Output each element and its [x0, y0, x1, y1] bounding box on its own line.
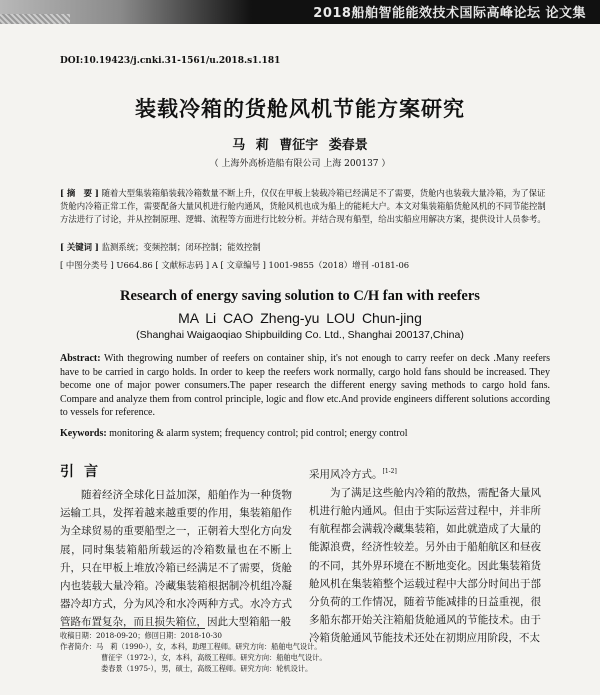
abstract-cn-label: [ 摘 要 ] [60, 188, 99, 198]
footnote-author-2: 曹征宇（1972-），女，本科，高级工程师。研究方向：船舶电气设计。 [101, 653, 327, 662]
keywords-cn [60, 241, 550, 253]
keywords-en-text: monitoring & alarm system; frequency control; pid control; energy control [106, 428, 408, 439]
abstract-cn [60, 187, 550, 227]
authors-cn: 马 莉 曹征宇 娄春景 [232, 138, 368, 153]
footnote-author-1: 作者简介：马 莉（1990-），女，本科，助理工程师。研究方向：船舶电气设计。 [60, 642, 322, 651]
classification-cn: [ 中图分类号 ] U664.86 [ 文献标志码 ] A [ 文章编号 ] 1001-9855（2018）增刊 -0181-06 [60, 260, 410, 270]
keywords-en-label: Keywords: [60, 428, 107, 439]
abstract-cn-text: 随着大型集装箱船装载冷箱数量不断上升，仅仅在甲板上装载冷箱已经满足不了需要，货舱内也装载大量冷箱，为了保证货舱内冷箱正常工作，需要配备大量风机进行舱内通风，货舱风机也成为船上的能耗大户。本文对集装箱船货舱风机的不同节能控制方法进行了讨论，并从控制原理、逻辑、流程等方面进行比较分析。并结合现有船型，给出实船应用解决方案，提供设计人员参考。 [60, 188, 546, 225]
authors-en: MA Li CAO Zheng-yu LOU Chun-jing [178, 310, 422, 326]
affiliation-en: (Shanghai Waigaoqiao Shipbuilding Co. Ltd., Shanghai 200137,China) [136, 329, 464, 341]
abstract-en-text: With thegrowing number of reefers on container ship, it's not enough to carry reefer on deck .Many reefers have to be carried in cargo holds. In order to keep the reefers work normally, cargo hold fans should be increased. They become one of major power consumers.The paper research the different energy saving methods to cargo hold fans. Compare and analyze them from control principle, logic and flow etc.And provide engineers different solutions according to vessels for reference. [60, 353, 550, 418]
continued-text: 采用风冷方式。 [309, 468, 383, 481]
body-column-left [60, 486, 292, 632]
section-heading-part1: 引 [60, 464, 84, 480]
header-decoration [0, 14, 70, 24]
paper-title-en: Research of energy saving solution to C/H fan with reefers [120, 288, 480, 304]
citation: [1-2] [382, 468, 397, 475]
paper-title-cn: 装载冷箱的货舱风机节能方案研究 [135, 97, 465, 121]
doi: DOI:10.19423/j.cnki.31-1561/u.2018.s1.181 [60, 56, 281, 66]
keywords-cn-label: [ 关键词 ] [60, 242, 99, 252]
affiliation-cn: （ 上海外高桥造船有限公司 上海 200137 ） [209, 159, 391, 169]
body-paragraph: 随着经济全球化日益加深，船舶作为一种货物运输工具，发挥着越来越重要的作用，集装箱船作为全球贸易的重要船型之一，正朝着大型化方向发展，同时集装箱船所载运的冷箱数量也在不断上升，只在甲板上堆放冷箱已经满足不了需要，货舱内也装载大量冷箱。冷藏集装箱根据制冷机组冷凝器冷却方式，分为风冷和水冷两种方式。水冷方式管路布置复杂，而且损失箱位，因此大型箱船一般 [60, 489, 292, 629]
body-column-right [309, 463, 541, 648]
body-paragraph: 为了满足这些舱内冷箱的散热，需配备大量风机进行舱内通风。但由于实际运营过程中，并非所有航程都会满载冷藏集装箱，如此就造成了大量的能源浪费，经济性较差。另外由于船舶航区和昼夜的不同，其外界环境在不断地变化。因此集装箱货舱风机在集装箱整个运载过程中大部分时间出于部分负荷的工作情况，随着节能减排的日益重视，很多船东都开始关注箱船货舱通风的节能技术。由于冷箱货舱通风节能技术还处在初期应用阶段，不太 [309, 486, 541, 645]
footnote-author-3: 娄春景（1975-），男，硕士，高级工程师。研究方向：轮机设计。 [101, 664, 313, 673]
keywords-cn-text: 监测系统；变频控制；闭环控制；能效控制 [101, 242, 261, 252]
abstract-en-label: Abstract: [60, 353, 101, 364]
section-heading-introduction [60, 461, 108, 481]
footnote-divider [60, 628, 205, 629]
running-header-band [0, 0, 600, 24]
body-paragraph-continued [309, 463, 541, 484]
running-header-title: 2018船舶智能能效技术国际高峰论坛 论文集 [313, 6, 586, 21]
section-heading-part2: 言 [84, 464, 108, 480]
abstract-en [60, 352, 550, 420]
keywords-en [60, 428, 560, 439]
footnote-received: 收稿日期：2018-09-20；修回日期：2018-10-30 [60, 631, 222, 640]
